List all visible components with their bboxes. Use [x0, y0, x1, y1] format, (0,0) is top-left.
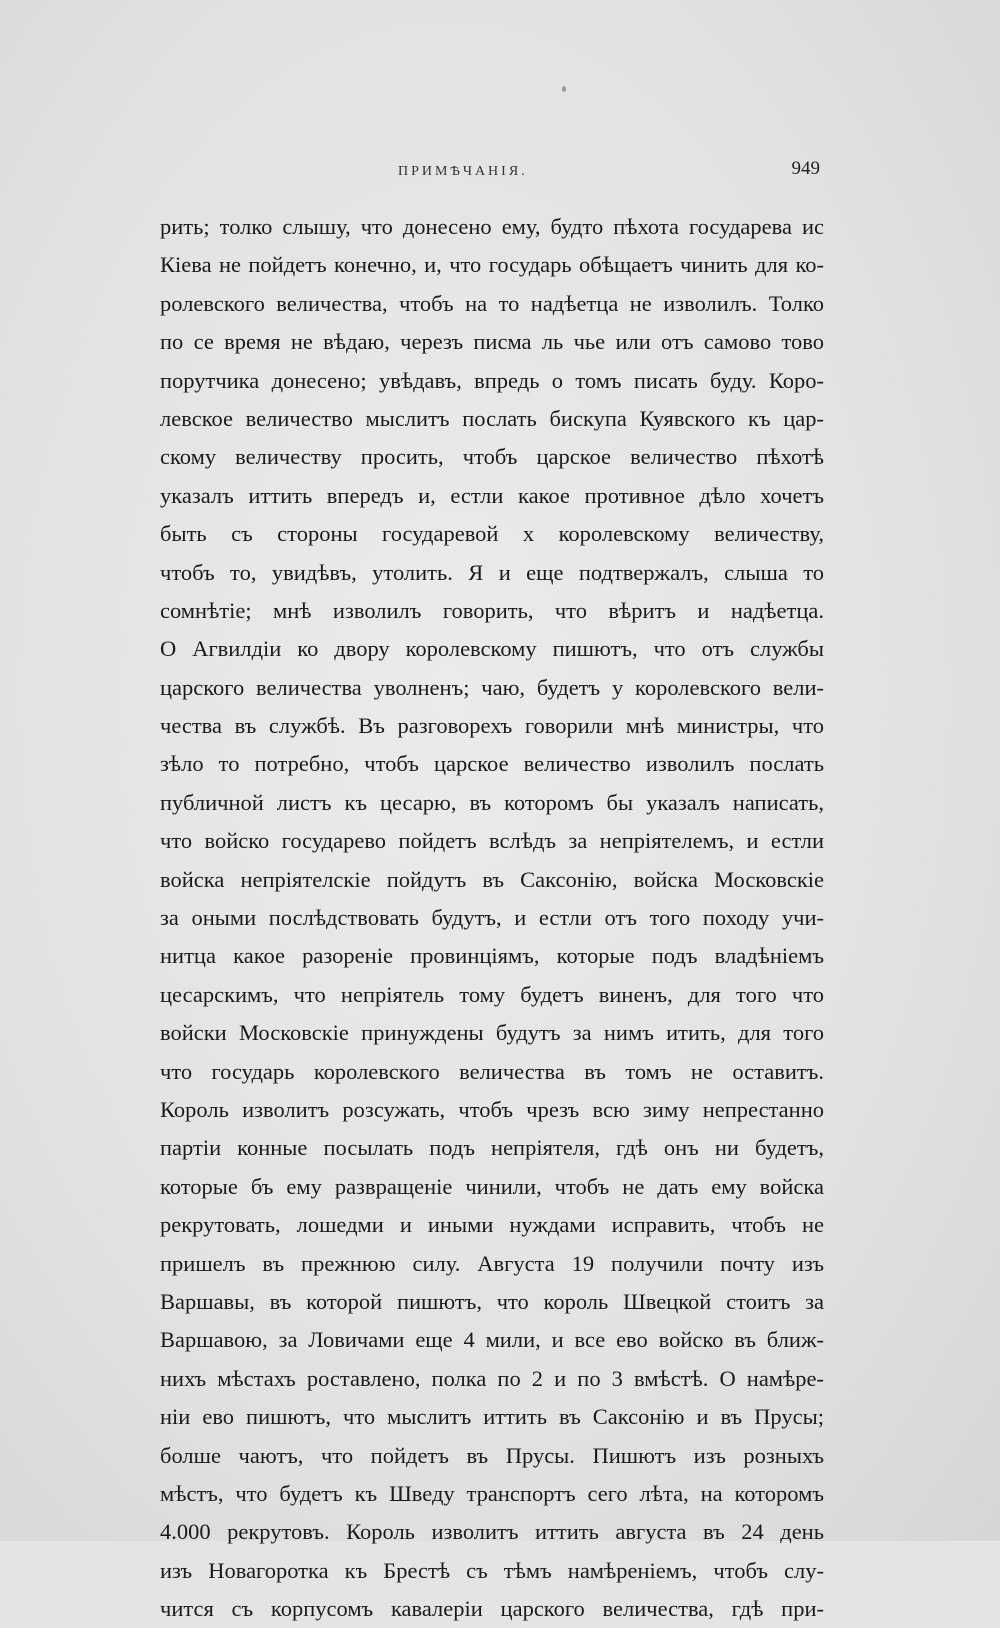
text-line: что государь королевского величества въ томъ не оставитъ.	[160, 1058, 824, 1084]
paper-speck	[562, 86, 566, 92]
text-line: порутчика донесено; увѣдавъ, впредь о томъ писать буду. Коро-	[160, 367, 824, 393]
text-line: что войско государево пойдетъ вслѣдъ за непріятелемъ, и естли	[160, 828, 824, 854]
text-line: нихъ мѣстахъ роставлено, полка по 2 и по 3 вмѣстѣ. О намѣре-	[160, 1365, 824, 1391]
text-line: левское величество мыслитъ послать бискупа Куявского къ цар-	[160, 405, 824, 431]
text-line: пришелъ въ прежнюю силу. Августа 19 получили почту изъ	[160, 1250, 824, 1276]
text-line: Варшавы, въ которой пишютъ, что король Швецкой стоитъ за	[160, 1288, 824, 1314]
text-line: рить; толко слышу, что донесено ему, будто пѣхота государева ис	[160, 214, 824, 239]
text-line: болше чаютъ, что пойдетъ въ Прусы. Пишютъ изъ розныхъ	[160, 1442, 824, 1468]
text-line: чества въ службѣ. Въ разговорехъ говорили мнѣ министры, что	[160, 713, 824, 739]
text-line: цесарскимъ, что непріятель тому будетъ виненъ, для того что	[160, 981, 824, 1007]
text-line: изъ Новагоротка къ Брестѣ съ тѣмъ намѣреніемъ, чтобъ слу-	[160, 1557, 824, 1583]
text-line: зѣло то потребно, чтобъ царское величество изволилъ послать	[160, 751, 824, 777]
text-line: Варшавою, за Ловичами еще 4 мили, и все ево войско въ ближ-	[160, 1327, 824, 1353]
text-line: скому величеству просить, чтобъ царское величество пѣхотѣ	[160, 444, 824, 470]
text-line: рекрутовать, лошедми и иными нуждами исправить, чтобъ не	[160, 1212, 824, 1238]
text-line: указалъ иттить впередъ и, естли какое противное дѣло хочетъ	[160, 482, 824, 508]
page-header	[160, 158, 820, 188]
text-line: Кіева не пойдетъ конечно, и, что государь обѣщаетъ чинить для ко-	[160, 252, 824, 278]
running-head: ПРИМѢЧАНІЯ.	[398, 164, 528, 179]
text-line: войска непріятелскіе пойдутъ въ Саксонію, войска Московскіе	[160, 866, 824, 892]
text-line: О Агвилдіи ко двору королевскому пишютъ, что отъ службы	[160, 636, 824, 662]
text-line: ролевского величества, чтобъ на то надѣетца не изволилъ. Толко	[160, 290, 824, 316]
text-line: за оными послѣдствовать будутъ, и естли отъ того походу учи-	[160, 905, 824, 931]
text-line: публичной листъ къ цесарю, въ которомъ бы указалъ написать,	[160, 789, 824, 815]
text-line: ніи ево пишютъ, что мыслитъ иттить въ Саксонію и въ Прусы;	[160, 1404, 824, 1430]
text-line: по се время не вѣдаю, черезъ писма ль чье или отъ самово тово	[160, 329, 824, 355]
text-line: нитца какое разореніе провинціямъ, которые подъ владѣніемъ	[160, 943, 824, 969]
text-line: войски Московскіе принуждены будутъ за нимъ итить, для того	[160, 1020, 824, 1046]
text-line: 4.000 рекрутовъ. Король изволитъ иттить августа въ 24 день	[160, 1519, 824, 1545]
text-line: царского величества уволненъ; чаю, будетъ у королевского вели-	[160, 674, 824, 700]
text-line: партіи конные посылать подъ непріятеля, гдѣ онъ ни будетъ,	[160, 1135, 824, 1161]
text-line: Король изволитъ розсужать, чтобъ чрезъ всю зиму непрестанно	[160, 1096, 824, 1122]
text-line: мѣстъ, что будетъ къ Шведу транспортъ сего лѣта, на которомъ	[160, 1480, 824, 1506]
text-line: сомнѣтіе; мнѣ изволилъ говорить, что вѣритъ и надѣетца.	[160, 597, 824, 623]
text-line: быть съ стороны государевой х королевскому величеству,	[160, 521, 824, 547]
text-line: чтобъ то, увидѣвъ, утолить. Я и еще подтвержалъ, слыша то	[160, 559, 824, 585]
text-line: чится съ корпусомъ кавалеріи царского величества, гдѣ при-	[160, 1596, 824, 1622]
page-number: 949	[791, 158, 820, 179]
body-text	[160, 208, 824, 1628]
text-line: которые бъ ему развращеніе чинили, чтобъ не дать ему войска	[160, 1173, 824, 1199]
